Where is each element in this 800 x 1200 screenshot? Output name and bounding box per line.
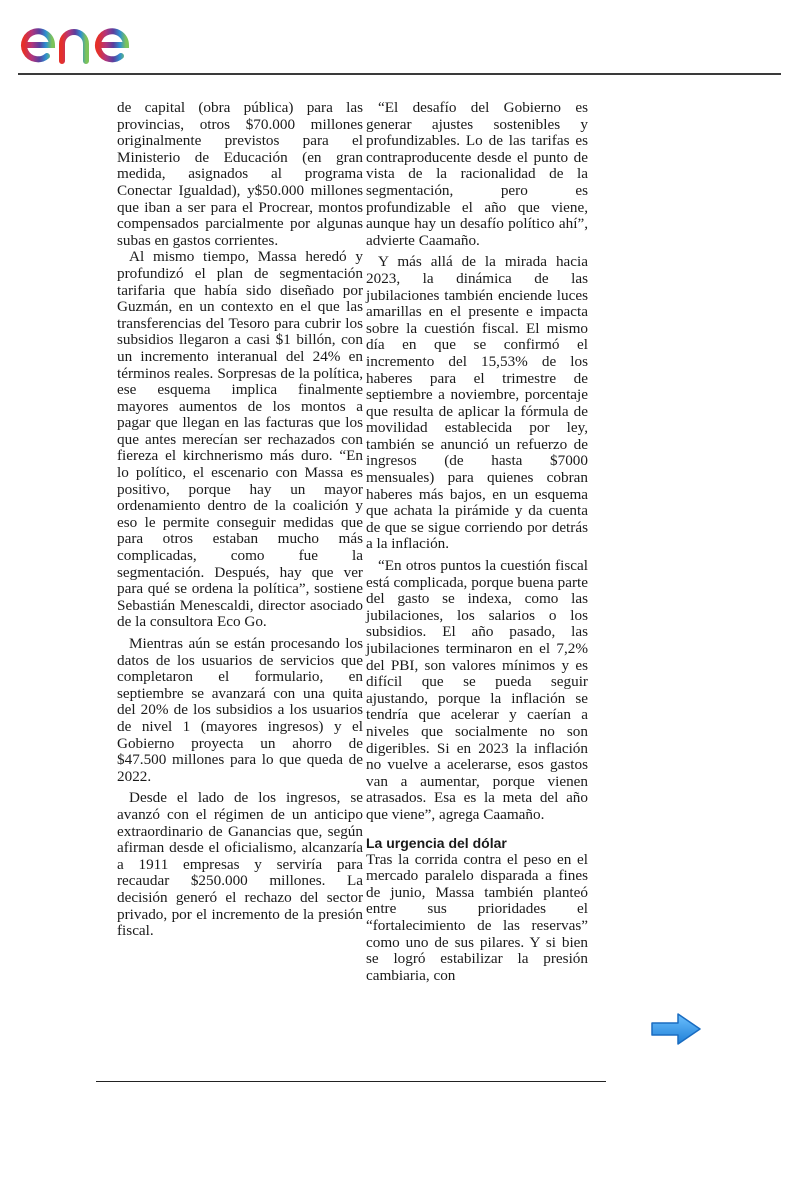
- paragraph: “En otros puntos la cuestión fiscal está complicada, porque buena parte del gasto se indexa, como las jubilaciones, los salarios o los subsidios. El año pasado, las jubilaciones terminaron en el 7,2% del PBI, son valores mínimos y es difícil que se pueda seguir ajustando, porque la inflación se tendría que acelerar y caerían a niveles que socialmente no son digeribles. Si en 2023 la inflación no vuelve a acelerarse, esos gastos van a aumentar, porque vienen atrasados. Esa es la meta del año que viene”, agrega Caamaño.: [366, 557, 588, 823]
- paragraph: Al mismo tiempo, Massa heredó y profundizó el plan de segmentación tarifaria que había sido diseñado por Guzmán, en un contexto en el que las transferencias del Tesoro para cubrir los subsidios llegaron a casi $1 billón, con un incremento interanual del 24% en términos reales. Sorpresas de la política, ese esquema implica finalmente mayores aumentos de los montos a pagar que llegan en las facturas que los que antes merecían ser rechazados con fiereza el kirchnerismo más duro. “En lo político, el escenario con Massa es positivo, porque hay un mayor ordenamiento dentro de la coalición y eso le permite conseguir medidas que para otros estaban mucho más complicadas, como fue la segmentación. Después, hay que ver para qué se ordena la política”, sostiene Sebastián Menescaldi, director asociado de la consultora Eco Go.: [117, 248, 363, 631]
- article-column-left: [117, 100, 363, 940]
- paragraph: de capital (obra pública) para las provincias, otros $70.000 millones originalmente previstos para el Ministerio de Educación (en gran medida, asignados al programa Conectar Igualdad), y$50.000 millones que iban a ser para el Procrear, montos compensados parcialmente por algunas subas en gastos corrientes.: [117, 99, 363, 249]
- enel-logo: [18, 8, 170, 66]
- paragraph: Y más allá de la mirada hacia 2023, la dinámica de las jubilaciones también enciende luces amarillas en el presente e impacta sobre la cuestión fiscal. El mismo día en que se confirmó el incremento del 15,53% de los haberes para el trimestre de septiembre a noviembre, porcentaje que resulta de aplicar la fórmula de movilidad establecida por ley, también se anunció un refuerzo de ingresos (de hasta $7000 mensuales) para quienes cobran haberes más bajos, en un esquema que achata la pirámide y da cuenta de que se sigue corriendo por detrás a la inflación.: [366, 253, 588, 553]
- paragraph: Mientras aún se están procesando los datos de los usuarios de servicios que completaron el formulario, en septiembre se avanzará con una quita del 20% de los subsidios a los usuarios de nivel 1 (mayores ingresos) y el Gobierno proyecta un ahorro de $47.500 millones para lo que queda de 2022.: [117, 635, 363, 785]
- footer-divider: [96, 1081, 606, 1082]
- article-column-right: [366, 100, 588, 984]
- paragraph: “El desafío del Gobierno es generar ajustes sostenibles y profundizables. Lo de las tarifas es contraproducente desde el punto de vista de la racionalidad de la segmentación, pero es profundizable el año que viene, aunque hay un desafío político ahí”, advierte Caamaño.: [366, 99, 588, 249]
- paragraph: Tras la corrida contra el peso en el mercado paralelo disparada a fines de junio, Massa también planteó entre sus prioridades el “fortalecimiento de las reservas” como uno de sus pilares. Y si bien se logró estabilizar la presión cambiaria, con: [366, 850, 588, 984]
- section-subheading: La urgencia del dólar: [366, 834, 507, 851]
- header-divider: [18, 73, 781, 75]
- arrow-right-icon[interactable]: [650, 1012, 702, 1046]
- paragraph: Desde el lado de los ingresos, se avanzó con el régimen de un anticipo extraordinario de Ganancias que, según afirman desde el oficialismo, alcanzaría a 1911 empresas y serviría para recaudar $250.000 millones. La decisión generó el rechazo del sector privado, por el incremento de la presión fiscal.: [117, 789, 363, 940]
